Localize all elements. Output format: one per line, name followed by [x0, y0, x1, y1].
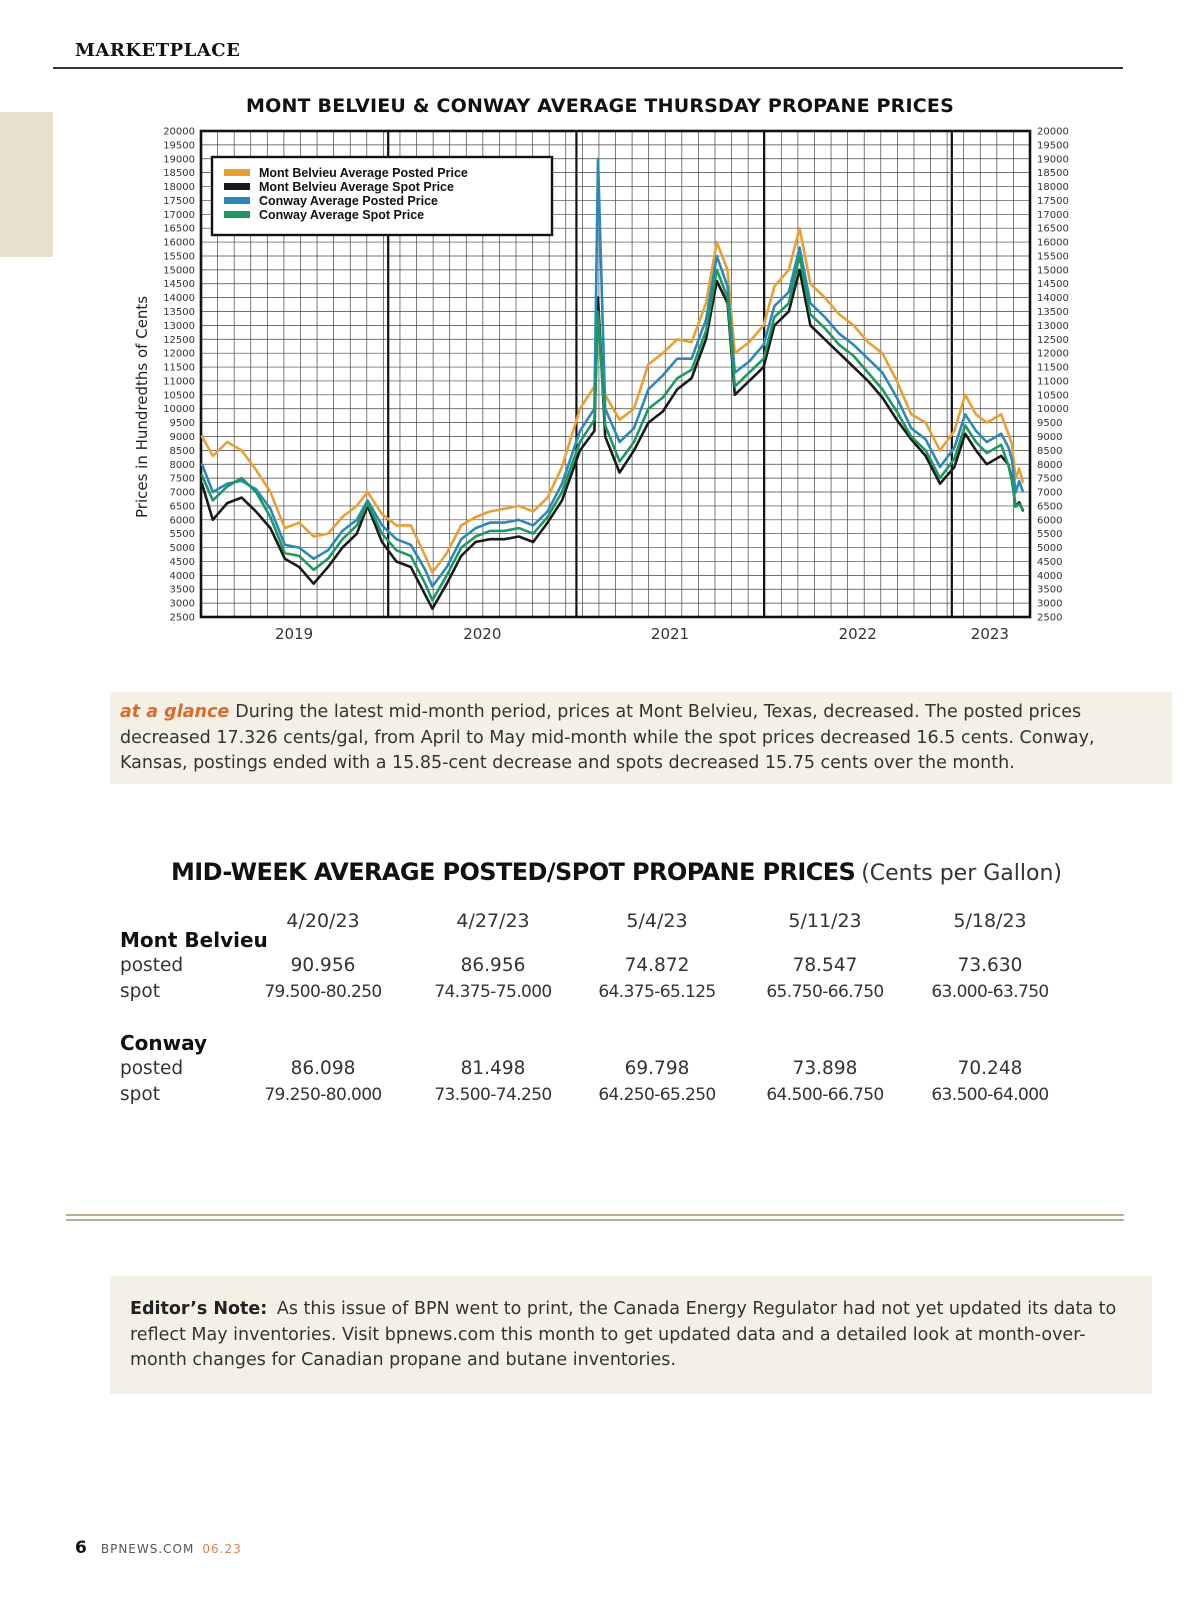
y-tick-label-left: 6000 — [169, 515, 195, 527]
y-tick-label-left: 7000 — [169, 487, 195, 499]
y-tick-label-left: 9000 — [169, 431, 195, 443]
y-tick-label-left: 4000 — [169, 570, 195, 582]
row-label-spot: spot — [120, 1084, 160, 1105]
y-tick-label-right: 12000 — [1037, 348, 1069, 360]
y-tick-label-left: 16000 — [163, 237, 195, 249]
y-tick-label-left: 5000 — [169, 543, 195, 555]
y-tick-label-right: 6000 — [1037, 515, 1063, 527]
y-axis-label: Prices in Hundredths of Cents — [133, 295, 151, 518]
date-header: 5/11/23 — [788, 910, 862, 932]
y-tick-label-left: 17000 — [163, 209, 195, 221]
y-tick-label-left: 3500 — [169, 584, 195, 596]
legend-swatch — [224, 183, 250, 190]
date-header: 5/4/23 — [626, 910, 688, 932]
y-tick-label-right: 7000 — [1037, 487, 1063, 499]
x-tick-label: 2019 — [274, 625, 314, 643]
x-tick-label: 2021 — [650, 625, 690, 643]
row-label-posted: posted — [120, 1058, 184, 1079]
price-chart — [0, 0, 1200, 650]
group-label: Conway — [120, 1031, 208, 1055]
x-tick-label: 2022 — [838, 625, 877, 643]
y-tick-label-left: 7500 — [169, 473, 195, 485]
y-tick-label-right: 3000 — [1037, 598, 1063, 610]
y-tick-label-left: 19000 — [163, 154, 195, 166]
legend-swatch — [224, 169, 250, 176]
legend-label: Mont Belvieu Average Spot Price — [259, 180, 454, 194]
y-tick-label-left: 12500 — [163, 334, 195, 346]
date-header: 4/27/23 — [456, 910, 530, 932]
chart-title: MONT BELVIEU & CONWAY AVERAGE THURSDAY PROPANE PRICES — [245, 95, 954, 117]
y-tick-label-right: 3500 — [1037, 584, 1063, 596]
y-tick-label-left: 16500 — [163, 223, 195, 235]
y-tick-label-left: 8000 — [169, 459, 195, 471]
y-tick-label-right: 5500 — [1037, 529, 1063, 541]
y-tick-label-left: 14000 — [163, 293, 195, 305]
y-tick-label-right: 14000 — [1037, 293, 1069, 305]
y-tick-label-right: 8500 — [1037, 445, 1063, 457]
posted-price-cell: 86.098 — [290, 1058, 356, 1079]
y-tick-label-left: 20000 — [163, 126, 195, 138]
at-a-glance-box — [110, 692, 1172, 784]
posted-price-cell: 86.956 — [460, 955, 526, 976]
posted-price-cell: 81.498 — [460, 1058, 526, 1079]
glance-text: During the latest mid-month period, prices at Mont Belvieu, Texas, decreased. The posted prices decreased 17.326 cents/gal, from April to May mid-month while the spot prices decreased 16.5 cents. Conway, Kansas, postings ended with a 15.85-cent decrease and spots decreased 15.75 cents over the month. — [120, 702, 1095, 773]
series-line-1 — [202, 228, 1023, 572]
y-tick-label-right: 17500 — [1037, 195, 1069, 207]
y-tick-label-left: 18500 — [163, 168, 195, 180]
posted-price-cell: 70.248 — [957, 1058, 1023, 1079]
y-tick-label-right: 13500 — [1037, 307, 1069, 319]
y-tick-label-right: 10500 — [1037, 390, 1069, 402]
y-tick-label-right: 17000 — [1037, 209, 1069, 221]
posted-price-cell: 90.956 — [290, 955, 356, 976]
y-tick-label-left: 15500 — [163, 251, 195, 263]
date-header: 5/18/23 — [953, 910, 1027, 932]
y-tick-label-right: 5000 — [1037, 543, 1063, 555]
y-tick-label-right: 19000 — [1037, 154, 1069, 166]
y-tick-label-right: 20000 — [1037, 126, 1069, 138]
date-header: 4/20/23 — [286, 910, 360, 932]
y-tick-label-right: 11500 — [1037, 362, 1069, 374]
posted-price-cell: 78.547 — [792, 955, 858, 976]
spot-price-cell: 65.750-66.750 — [766, 982, 884, 1002]
legend-swatch — [224, 197, 250, 204]
y-tick-label-right: 2500 — [1037, 612, 1063, 624]
table-subtitle: (Cents per Gallon) — [861, 861, 1062, 886]
y-tick-label-right: 4000 — [1037, 570, 1063, 582]
y-tick-label-right: 4500 — [1037, 556, 1063, 568]
y-tick-label-left: 5500 — [169, 529, 195, 541]
legend-label: Conway Average Spot Price — [259, 208, 425, 222]
table-title-block — [171, 858, 1062, 886]
legend-label: Conway Average Posted Price — [259, 194, 439, 208]
y-tick-label-right: 15500 — [1037, 251, 1069, 263]
legend-swatch — [224, 211, 250, 218]
spot-price-cell: 63.000-63.750 — [931, 982, 1049, 1002]
y-tick-label-right: 16500 — [1037, 223, 1069, 235]
y-tick-label-left: 10000 — [163, 404, 195, 416]
spot-price-cell: 64.375-65.125 — [598, 982, 716, 1002]
y-tick-label-left: 10500 — [163, 390, 195, 402]
y-tick-label-left: 9500 — [169, 418, 195, 430]
y-tick-label-left: 18000 — [163, 182, 195, 194]
y-tick-label-left: 8500 — [169, 445, 195, 457]
y-tick-label-right: 9000 — [1037, 431, 1063, 443]
posted-price-cell: 73.898 — [792, 1058, 858, 1079]
glance-lead: at a glance — [120, 702, 230, 722]
series-line-2 — [202, 270, 1023, 609]
posted-price-cell: 69.798 — [624, 1058, 690, 1079]
page-number: 6 — [75, 1538, 87, 1558]
y-tick-label-right: 18500 — [1037, 168, 1069, 180]
y-tick-label-left: 13000 — [163, 320, 195, 332]
y-tick-label-right: 10000 — [1037, 404, 1069, 416]
y-tick-label-left: 11000 — [163, 376, 195, 388]
x-tick-label: 2023 — [970, 625, 1009, 643]
spot-price-cell: 63.500-64.000 — [931, 1085, 1049, 1105]
y-tick-label-right: 12500 — [1037, 334, 1069, 346]
y-tick-label-right: 6500 — [1037, 501, 1063, 513]
table-title: MID-WEEK AVERAGE POSTED/SPOT PROPANE PRICES — [171, 858, 856, 886]
posted-price-cell: 74.872 — [624, 955, 690, 976]
y-tick-label-right: 18000 — [1037, 182, 1069, 194]
page-footer — [75, 1538, 242, 1558]
spot-price-cell: 64.250-65.250 — [598, 1085, 716, 1105]
footer-issue: 06.23 — [202, 1542, 242, 1556]
y-tick-label-left: 6500 — [169, 501, 195, 513]
footer-site: BPNEWS.COM — [100, 1542, 195, 1556]
editors-note-box — [110, 1276, 1152, 1394]
legend-label: Mont Belvieu Average Posted Price — [259, 166, 468, 180]
row-label-posted: posted — [120, 955, 184, 976]
spot-price-cell: 79.500-80.250 — [264, 982, 382, 1002]
row-label-spot: spot — [120, 981, 160, 1002]
y-tick-label-right: 9500 — [1037, 418, 1063, 430]
y-tick-label-left: 12000 — [163, 348, 195, 360]
note-text: As this issue of BPN went to print, the Canada Energy Regulator had not yet updated its data to reflect May inventories. Visit bpnews.com this month to get updated data and a detailed look at month-over-month changes for Canadian propane and butane inventories. — [130, 1299, 1117, 1370]
group-label: Mont Belvieu — [120, 928, 268, 952]
y-tick-label-left: 4500 — [169, 556, 195, 568]
spot-price-cell: 73.500-74.250 — [434, 1085, 552, 1105]
y-tick-label-left: 3000 — [169, 598, 195, 610]
x-tick-label: 2020 — [463, 625, 502, 643]
y-tick-label-left: 13500 — [163, 307, 195, 319]
y-tick-label-right: 7500 — [1037, 473, 1063, 485]
y-tick-label-right: 11000 — [1037, 376, 1069, 388]
divider-rule-top — [66, 1214, 1124, 1216]
y-tick-label-left: 14500 — [163, 279, 195, 291]
y-tick-label-right: 14500 — [1037, 279, 1069, 291]
section-label: MARKETPLACE — [75, 40, 241, 61]
y-tick-label-left: 11500 — [163, 362, 195, 374]
spot-price-cell: 64.500-66.750 — [766, 1085, 884, 1105]
divider-rule-bottom — [66, 1219, 1124, 1221]
y-tick-label-left: 2500 — [169, 612, 195, 624]
y-tick-label-right: 8000 — [1037, 459, 1063, 471]
spot-price-cell: 79.250-80.000 — [264, 1085, 382, 1105]
y-tick-label-left: 17500 — [163, 195, 195, 207]
y-tick-label-right: 16000 — [1037, 237, 1069, 249]
y-tick-label-right: 19500 — [1037, 140, 1069, 152]
y-tick-label-left: 19500 — [163, 140, 195, 152]
posted-price-cell: 73.630 — [957, 955, 1023, 976]
y-tick-label-right: 15000 — [1037, 265, 1069, 277]
spot-price-cell: 74.375-75.000 — [434, 982, 552, 1002]
y-tick-label-left: 15000 — [163, 265, 195, 277]
y-tick-label-right: 13000 — [1037, 320, 1069, 332]
note-lead: Editor’s Note: — [130, 1299, 268, 1319]
